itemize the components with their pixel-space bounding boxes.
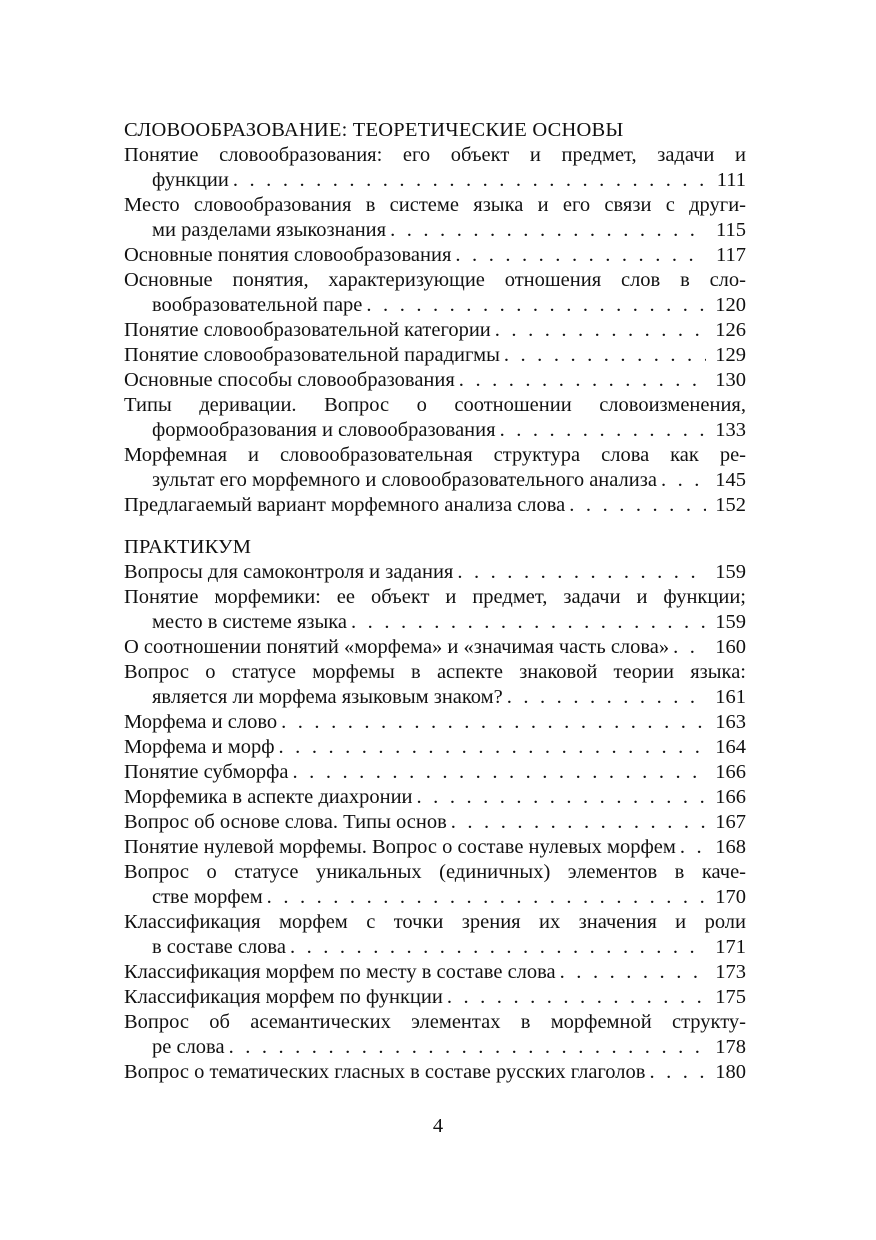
toc-entry-leader-line — [124, 293, 746, 318]
toc-entry-title-line: Вопрос об асемантических элементах в морфемной структу- — [124, 1011, 746, 1033]
toc-entry-page-number: 173 — [715, 961, 746, 983]
toc-entry-title-text: Основные понятия словообразования — [124, 244, 452, 266]
dot-leader — [560, 960, 706, 985]
toc-entry-leader-line — [124, 935, 746, 960]
toc-entry-title-text: является ли морфема языковым знаком? — [152, 686, 503, 708]
toc-entry-leader-line — [124, 610, 746, 635]
toc-entry-page-number: 171 — [715, 936, 746, 958]
section-word-formation-entries — [124, 143, 746, 518]
dot-leader — [504, 343, 706, 368]
toc-entry-page-number: 163 — [715, 711, 746, 733]
toc-entry[interactable] — [124, 785, 746, 810]
toc-entry[interactable] — [124, 985, 746, 1010]
toc-entry-leader-line — [124, 343, 746, 368]
dot-leader — [507, 685, 706, 710]
toc-entry-title-line: Вопрос о статусе морфемы в аспекте знаковой теории языка: — [124, 661, 746, 683]
toc-entry-page-number: 145 — [715, 469, 746, 491]
table-of-contents — [124, 117, 746, 1085]
page-number: 4 — [432, 1115, 444, 1137]
toc-entry[interactable] — [124, 810, 746, 835]
dot-leader — [457, 560, 706, 585]
toc-entry-page-number: 133 — [715, 419, 746, 441]
dot-leader — [279, 735, 706, 760]
dot-leader — [366, 293, 706, 318]
toc-entry-title-text: Понятие словообразовательной категории — [124, 319, 491, 341]
toc-entry[interactable] — [124, 585, 746, 635]
dot-leader — [680, 835, 706, 860]
toc-entry-title-line: Понятие словообразования: его объект и предмет, задачи и — [124, 144, 746, 166]
toc-entry-title-line: Классификация морфем с точки зрения их значения и роли — [124, 911, 746, 933]
toc-entry-title-text: Вопросы для самоконтроля и задания — [124, 561, 454, 583]
toc-entry-leader-line — [124, 368, 746, 393]
toc-entry-page-number: 126 — [715, 319, 746, 341]
toc-entry[interactable] — [124, 560, 746, 585]
toc-entry-title-text: Предлагаемый вариант морфемного анализа слова — [124, 494, 566, 516]
toc-entry-title-text: Понятие нулевой морфемы. Вопрос о составе нулевых морфем — [124, 836, 676, 858]
toc-entry[interactable] — [124, 493, 746, 518]
toc-entry[interactable] — [124, 960, 746, 985]
toc-entry-title-text: О соотношении понятий «морфема» и «значимая часть слова» — [124, 636, 670, 658]
toc-entry-page-number: 167 — [715, 811, 746, 833]
toc-entry-page-number: 115 — [716, 219, 746, 241]
toc-entry-page-number: 168 — [715, 836, 746, 858]
toc-entry-leader-line — [124, 760, 746, 785]
toc-entry-title-text: ми разделами языкознания — [152, 219, 387, 241]
toc-entry-leader-line — [124, 885, 746, 910]
toc-entry-page-number: 180 — [715, 1061, 746, 1083]
toc-entry-title-text: формообразования и словообразования — [152, 419, 496, 441]
dot-leader — [500, 418, 706, 443]
toc-entry[interactable] — [124, 1010, 746, 1060]
dot-leader — [351, 610, 706, 635]
toc-entry-page-number: 120 — [715, 294, 746, 316]
toc-entry-title-text: Морфема и слово — [124, 711, 278, 733]
dot-leader — [459, 368, 706, 393]
toc-entry-title-text: Морфемика в аспекте диахронии — [124, 786, 413, 808]
toc-entry[interactable] — [124, 760, 746, 785]
dot-leader — [290, 935, 706, 960]
toc-entry-leader-line — [124, 985, 746, 1010]
toc-entry-leader-line — [124, 1035, 746, 1060]
toc-entry[interactable] — [124, 710, 746, 735]
toc-entry-leader-line — [124, 810, 746, 835]
toc-entry-page-number: 175 — [715, 986, 746, 1008]
toc-entry-page-number: 129 — [715, 344, 746, 366]
toc-entry-page-number: 160 — [715, 636, 746, 658]
toc-entry-page-number: 130 — [715, 369, 746, 391]
dot-leader — [569, 493, 706, 518]
toc-entry[interactable] — [124, 243, 746, 268]
toc-entry-leader-line — [124, 635, 746, 660]
toc-entry[interactable] — [124, 368, 746, 393]
toc-entry[interactable] — [124, 393, 746, 443]
section-practicum-entries — [124, 560, 746, 1085]
toc-entry-title-text: Понятие субморфа — [124, 761, 289, 783]
toc-entry[interactable] — [124, 910, 746, 960]
toc-entry-leader-line — [124, 468, 746, 493]
toc-entry-page-number: 166 — [715, 761, 746, 783]
toc-entry-page-number: 170 — [715, 886, 746, 908]
toc-entry[interactable] — [124, 443, 746, 493]
toc-entry-leader-line — [124, 218, 746, 243]
dot-leader — [649, 1060, 706, 1085]
toc-entry-title-text: Морфема и морф — [124, 736, 275, 758]
toc-entry[interactable] — [124, 193, 746, 243]
toc-entry-title-text: Вопрос о тематических гласных в составе русских глаголов — [124, 1061, 646, 1083]
toc-entry[interactable] — [124, 735, 746, 760]
toc-entry-page-number: 164 — [715, 736, 746, 758]
section-title-word-formation: СЛОВООБРАЗОВАНИЕ: ТЕОРЕТИЧЕСКИЕ ОСНОВЫ — [124, 119, 624, 141]
toc-entry-leader-line — [124, 493, 746, 518]
toc-entry-leader-line — [124, 418, 746, 443]
toc-entry-leader-line — [124, 960, 746, 985]
toc-entry-title-text: место в системе языка — [152, 611, 348, 633]
toc-entry-title-text: функции — [152, 169, 229, 191]
toc-entry-title-text: Понятие словообразовательной парадигмы — [124, 344, 500, 366]
toc-entry[interactable] — [124, 343, 746, 368]
toc-entry[interactable] — [124, 268, 746, 318]
toc-entry[interactable] — [124, 835, 746, 860]
toc-entry-title-text: Классификация морфем по функции — [124, 986, 443, 1008]
toc-entry-title-text: Вопрос об основе слова. Типы основ — [124, 811, 447, 833]
toc-entry-title-line: Место словообразования в системе языка и его связи с други- — [124, 194, 746, 216]
toc-entry-leader-line — [124, 685, 746, 710]
toc-entry-title-line: Основные понятия, характеризующие отношения слов в сло- — [124, 269, 746, 291]
toc-entry-page-number: 152 — [715, 494, 746, 516]
toc-entry-title-text: в составе слова — [152, 936, 286, 958]
toc-entry-leader-line — [124, 243, 746, 268]
toc-entry-title-text: Основные способы словообразования — [124, 369, 455, 391]
toc-entry-title-line: Типы деривации. Вопрос о соотношении словоизменения, — [124, 394, 746, 416]
dot-leader — [293, 760, 706, 785]
toc-entry-page-number: 166 — [715, 786, 746, 808]
toc-entry-leader-line — [124, 710, 746, 735]
dot-leader — [267, 885, 706, 910]
dot-leader — [229, 1035, 706, 1060]
dot-leader — [281, 710, 706, 735]
toc-entry[interactable] — [124, 1060, 746, 1085]
toc-entry-title-text: вообразовательной паре — [152, 294, 363, 316]
section-title-practicum: ПРАКТИКУМ — [124, 536, 252, 558]
toc-entry[interactable] — [124, 143, 746, 193]
toc-entry-title-text: Классификация морфем по месту в составе слова — [124, 961, 556, 983]
dot-leader — [673, 635, 706, 660]
toc-entry-leader-line — [124, 735, 746, 760]
toc-entry-leader-line — [124, 1060, 746, 1085]
toc-entry-leader-line — [124, 560, 746, 585]
toc-entry-title-text: стве морфем — [152, 886, 263, 908]
toc-entry-page-number: 161 — [715, 686, 746, 708]
toc-entry-page-number: 159 — [715, 611, 746, 633]
dot-leader — [447, 985, 706, 1010]
dot-leader — [233, 168, 706, 193]
toc-entry-title-line: Понятие морфемики: ее объект и предмет, задачи и функции; — [124, 586, 746, 608]
toc-entry-title-line: Морфемная и словообразовательная структура слова как ре- — [124, 444, 746, 466]
dot-leader — [417, 785, 706, 810]
toc-entry-title-text: зультат его морфемного и словообразовательного анализа — [152, 469, 657, 491]
toc-entry[interactable] — [124, 860, 746, 910]
toc-entry-leader-line — [124, 835, 746, 860]
toc-entry-title-text: ре слова — [152, 1036, 225, 1058]
toc-entry-leader-line — [124, 318, 746, 343]
dot-leader — [455, 243, 706, 268]
toc-entry[interactable] — [124, 635, 746, 660]
toc-entry-leader-line — [124, 168, 746, 193]
toc-entry-page-number: 178 — [715, 1036, 746, 1058]
dot-leader — [451, 810, 706, 835]
toc-entry-page-number: 117 — [716, 244, 746, 266]
toc-entry-leader-line — [124, 785, 746, 810]
dot-leader — [495, 318, 706, 343]
dot-leader — [390, 218, 706, 243]
dot-leader — [661, 468, 706, 493]
toc-entry-title-line: Вопрос о статусе уникальных (единичных) элементов в каче- — [124, 861, 746, 883]
toc-entry[interactable] — [124, 318, 746, 343]
toc-entry-page-number: 159 — [715, 561, 746, 583]
toc-entry-page-number: 111 — [716, 169, 746, 191]
toc-entry[interactable] — [124, 660, 746, 710]
